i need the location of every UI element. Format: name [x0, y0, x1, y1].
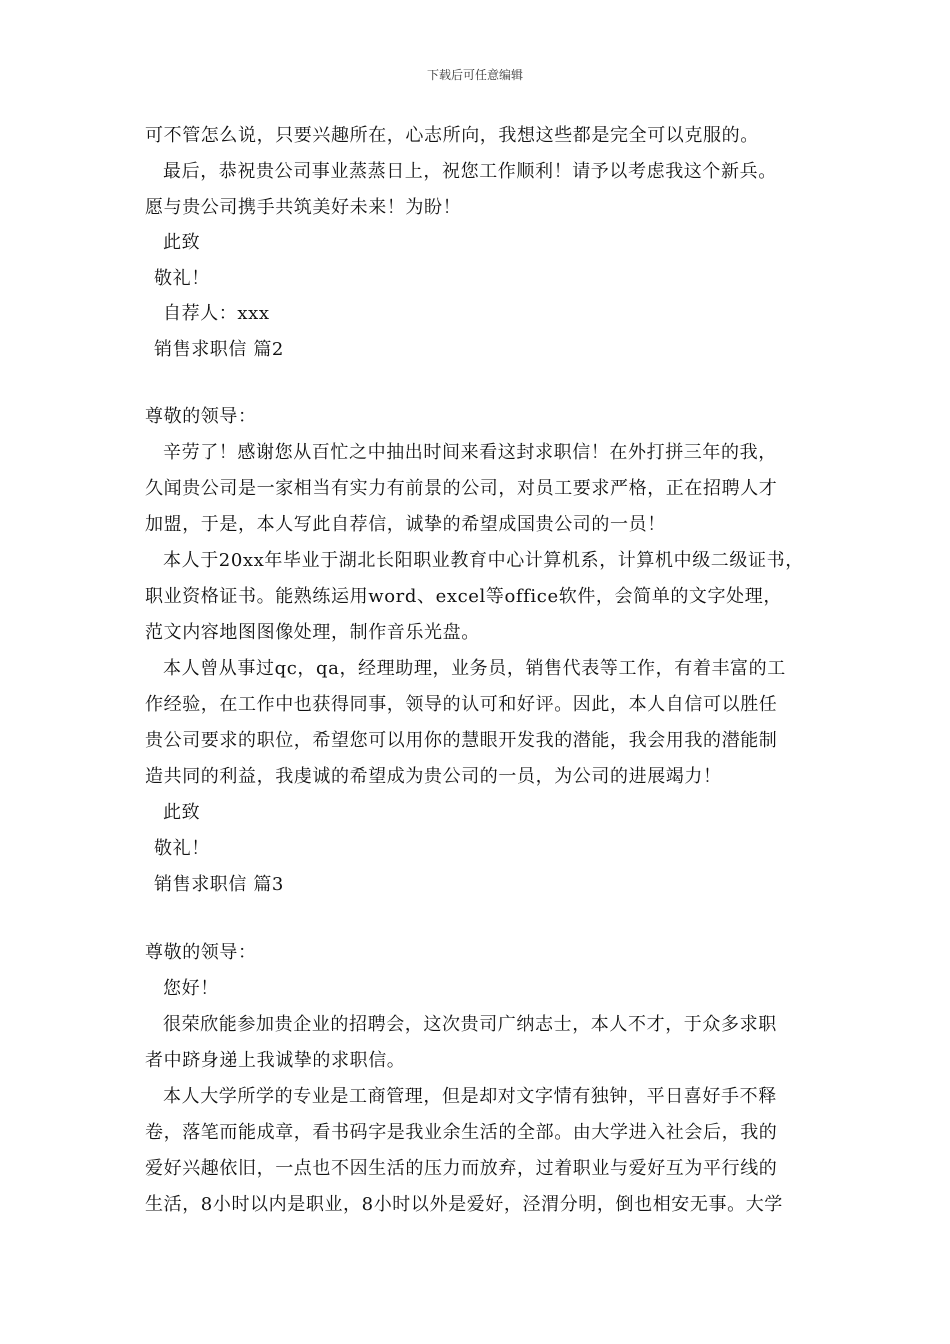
paragraph-line: 本人大学所学的专业是工商管理，但是却对文字情有独钟，平日喜好手不释 — [163, 1086, 777, 1107]
section-heading: 销售求职信 篇2 — [154, 339, 284, 360]
paragraph-line: 爱好兴趣依旧，一点也不因生活的压力而放弃，过着职业与爱好互为平行线的 — [145, 1158, 778, 1179]
salutation: 尊敬的领导： — [145, 942, 257, 963]
paragraph-line: 加盟，于是，本人写此自荐信，诚挚的希望成国贵公司的一员！ — [145, 514, 666, 535]
paragraph-line: 久闻贵公司是一家相当有实力有前景的公司，对员工要求严格，正在招聘人才 — [145, 478, 778, 499]
salutation: 尊敬的领导： — [145, 406, 257, 427]
paragraph-line: 很荣欣能参加贵企业的招聘会，这次贵司广纳志士，本人不才，于众多求职 — [163, 1014, 777, 1035]
paragraph-line: 职业资格证书。能熟练运用word、excel等office软件，会简单的文字处理， — [145, 586, 782, 607]
paragraph-line: 作经验，在工作中也获得同事，领导的认可和好评。因此，本人自信可以胜任 — [145, 694, 778, 715]
paragraph-line: 者中跻身递上我诚挚的求职信。 — [145, 1050, 406, 1071]
paragraph-line: 愿与贵公司携手共筑美好未来！为盼！ — [145, 197, 462, 218]
signature-line: 自荐人：xxx — [163, 303, 270, 324]
section-heading: 销售求职信 篇3 — [154, 874, 284, 895]
closing-line: 此致 — [163, 802, 201, 823]
closing-line: 敬礼！ — [154, 838, 210, 859]
paragraph-line: 本人于20xx年毕业于湖北长阳职业教育中心计算机系，计算机中级二级证书， — [163, 550, 804, 571]
paragraph-line: 卷，落笔而能成章，看书码字是我业余生活的全部。由大学进入社会后，我的 — [145, 1122, 778, 1143]
paragraph-line: 范文内容地图图像处理，制作音乐光盘。 — [145, 622, 480, 643]
paragraph-line: 生活，8小时以内是职业，8小时以外是爱好，泾渭分明，倒也相安无事。大学 — [145, 1194, 783, 1215]
closing-line: 敬礼！ — [154, 268, 210, 289]
page-header: 下载后可任意编辑 — [426, 68, 523, 82]
paragraph-line: 本人曾从事过qc，qa，经理助理，业务员，销售代表等工作，有着丰富的工 — [163, 658, 786, 679]
paragraph-line: 造共同的利益，我虔诚的希望成为贵公司的一员，为公司的进展竭力！ — [145, 766, 722, 787]
paragraph-line: 辛劳了！感谢您从百忙之中抽出时间来看这封求职信！在外打拼三年的我， — [163, 442, 777, 463]
paragraph-line: 最后，恭祝贵公司事业蒸蒸日上，祝您工作顺利！请予以考虑我这个新兵。 — [163, 161, 777, 182]
closing-line: 此致 — [163, 232, 201, 253]
greeting-line: 您好！ — [163, 978, 219, 999]
paragraph-line: 贵公司要求的职位，希望您可以用你的慧眼开发我的潜能，我会用我的潜能制 — [145, 730, 778, 751]
paragraph-line: 可不管怎么说，只要兴趣所在，心志所向，我想这些都是完全可以克服的。 — [145, 125, 759, 146]
